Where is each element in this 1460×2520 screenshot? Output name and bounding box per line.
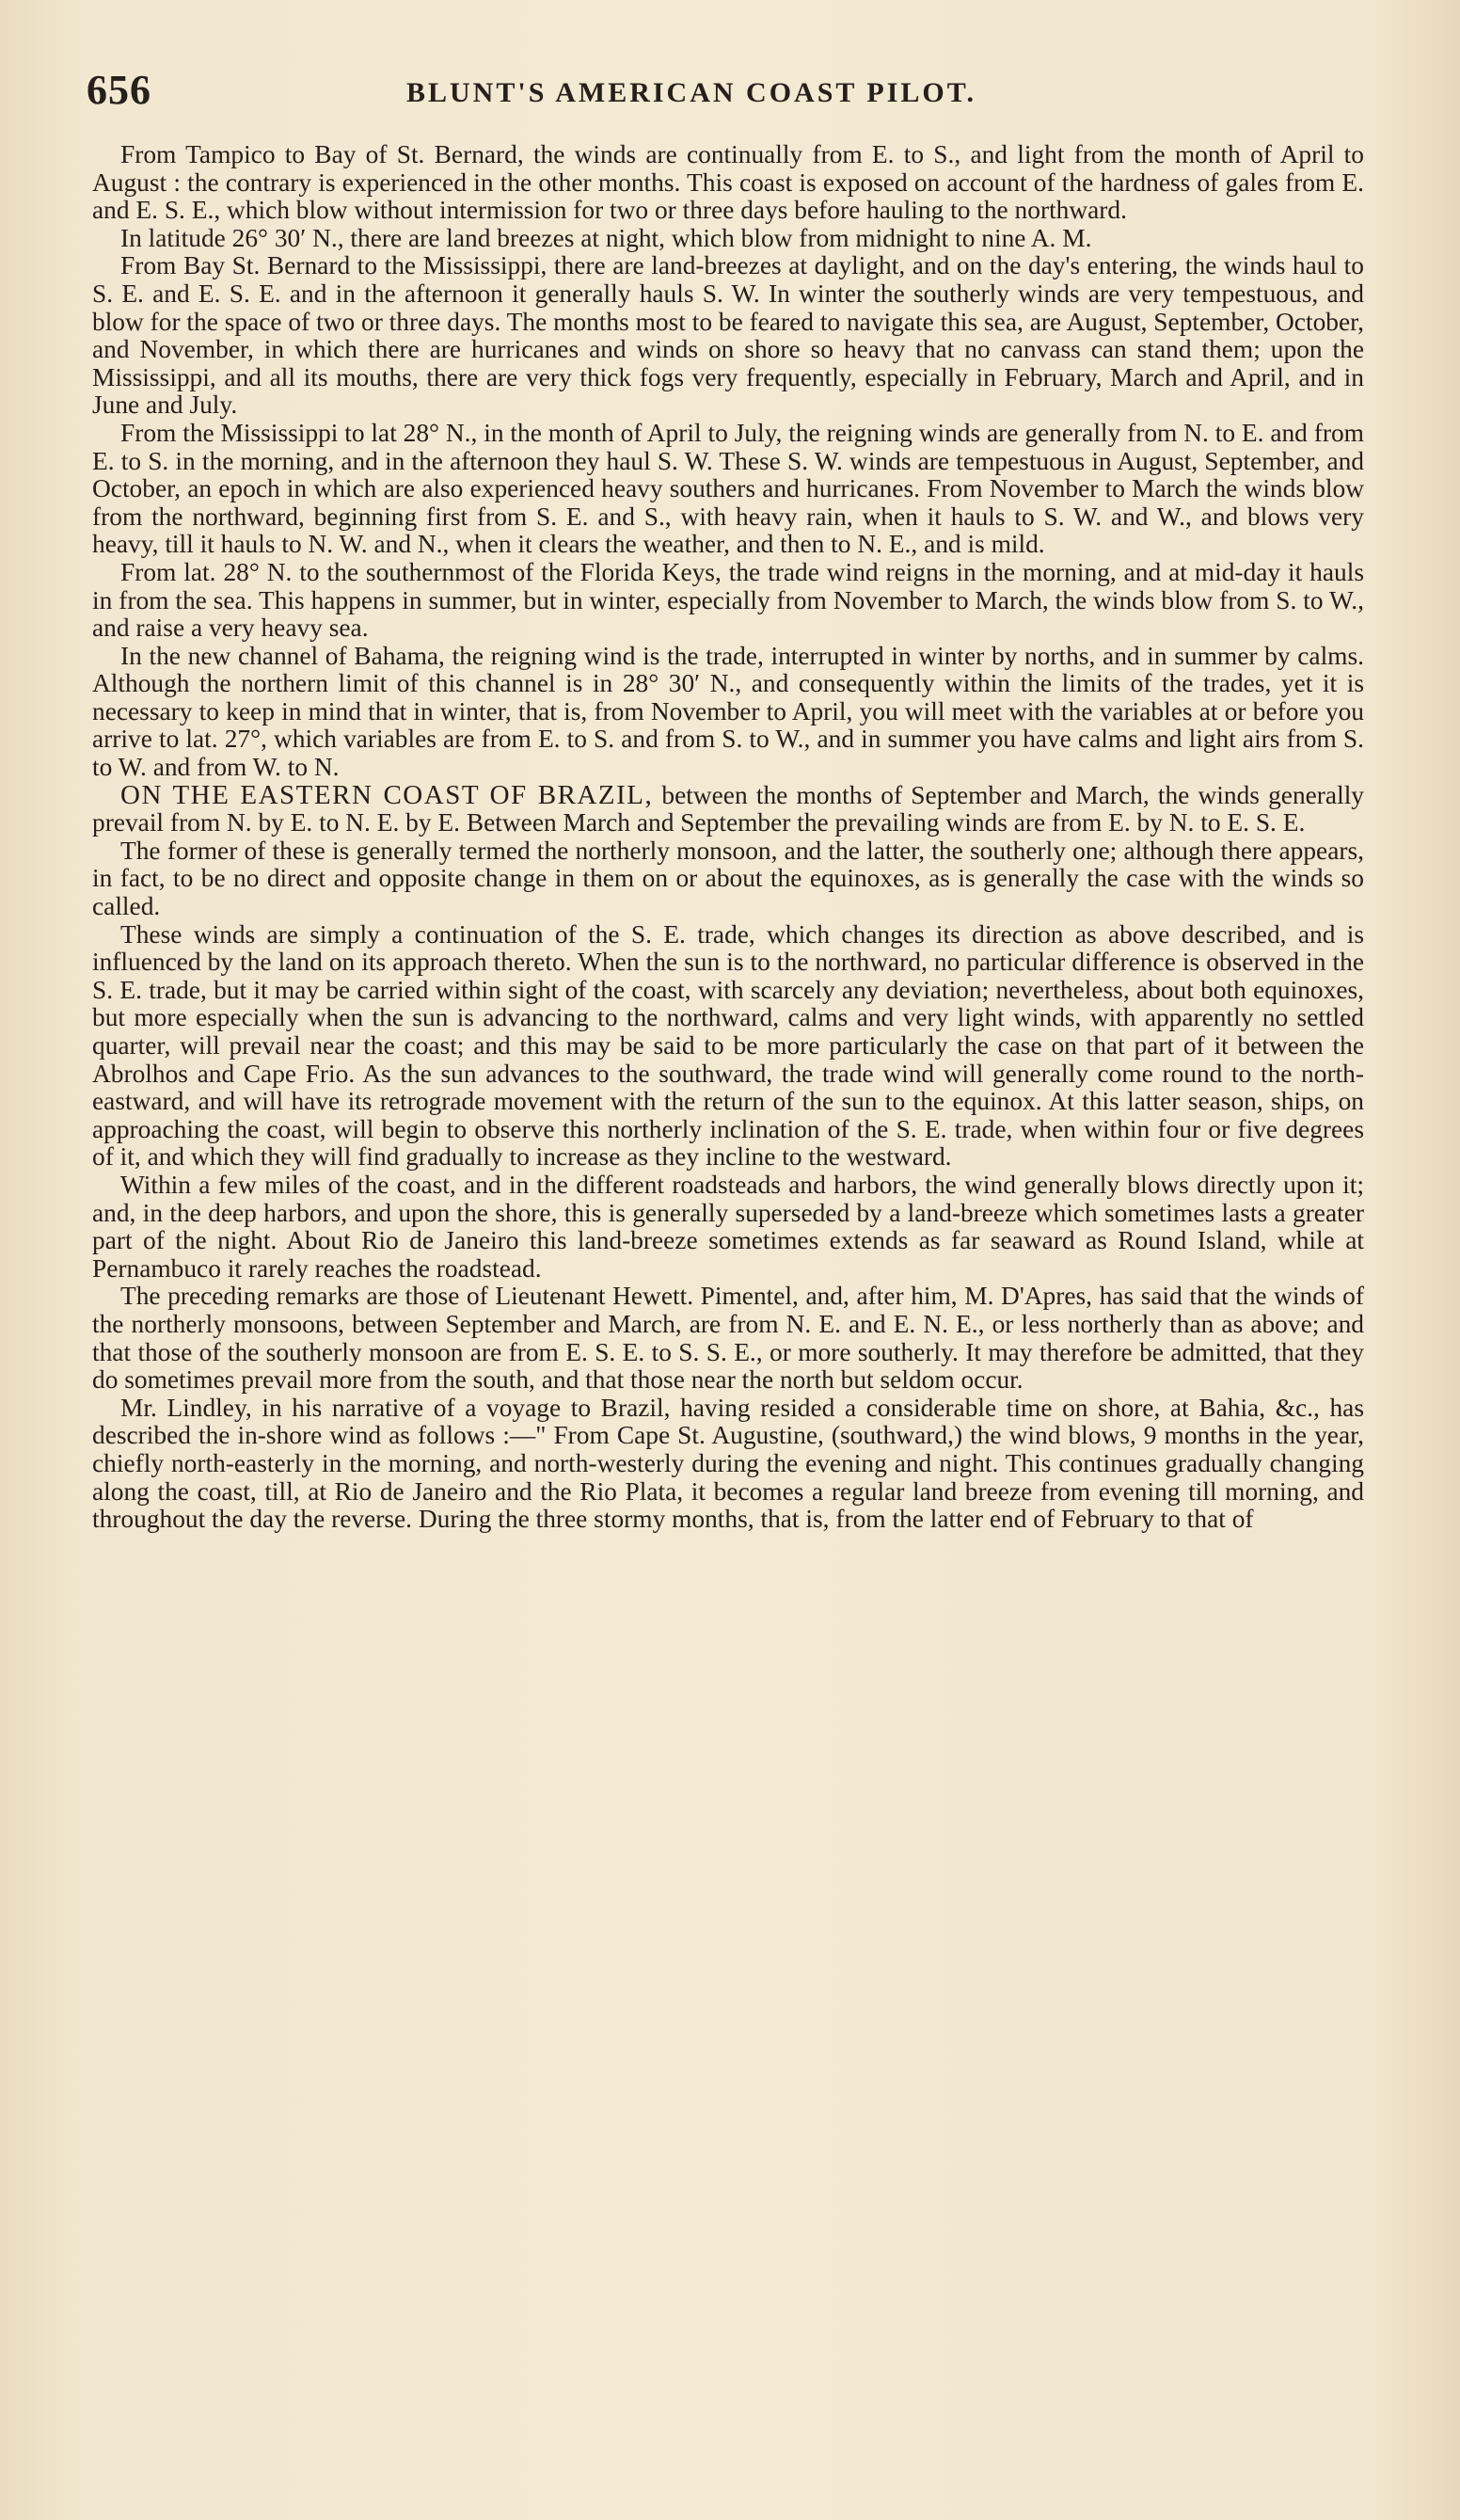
paragraph-florida-keys: From lat. 28° N. to the southernmost of the Florida Keys, the trade wind reigns in the morning, and at mid-day it hauls in from the sea. This happens in summer, but in winter, especially from November to March, the winds blow from S. to W., and raise a very heavy sea. (92, 557, 1364, 643)
brazil-lead-text: between the months of September and March, the winds generally prevail from N. by E. to N. E. by E. Between March and September the prevailing winds are from E. by N. to E. S. E. (92, 780, 1364, 837)
paragraph-hewett: The preceding remarks are those of Lieutenant Hewett. Pimentel, and, after him, M. D'Apres, has said that the winds of the northerly monsoons, between September and March, are from N. E. and E. N. E., or less northerly than as above; and that those of the southerly monsoon are from E. S. E. to S. S. E., or more southerly. It may therefore be admitted, that they do sometimes prevail more from the south, and that those near the north but seldom occur. (92, 1282, 1364, 1395)
paragraph-brazil (92, 779, 1364, 837)
paragraph-bahama-channel: In the new channel of Bahama, the reigning wind is the trade, interrupted in winter by norths, and in summer by calms. Although the northern limit of this channel is in 28° 30′ N., and consequently within the limits of the trades, yet it is necessary to keep in mind that in winter, that is, from November to April, you will meet with the variables at or before you arrive to lat. 27°, which variables are from E. to S. and from S. to W., and in summer you have calms and light airs from S. to W. and from W. to N. (92, 641, 1364, 782)
paragraph-se-trade: These winds are simply a continuation of the S. E. trade, which changes its direction as above described, and is influenced by the land on its approach thereto. When the sun is to the northward, no particular difference is observed in the S. E. trade, but it may be carried within sight of the coast, with scarcely any deviation; nevertheless, about both equinoxes, but more especially when the sun is advancing to the northward, calms and very light winds, with apparently no settled quarter, will prevail near the coast; and this may be said to be more particularly the case on that part of it between the Abrolhos and Cape Frio. As the sun advances to the southward, the trade wind will generally come round to the north-eastward, and will have its retrograde movement with the return of the sun to the equinox. At this latter season, ships, on approaching the coast, will begin to observe this northerly inclination of the S. E. trade, when within four or five degrees of it, and which they will find gradually to increase as they incline to the westward. (92, 919, 1364, 1172)
paragraph-bay-st-bernard: From Bay St. Bernard to the Mississippi, there are land-breezes at daylight, and on the day's entering, the winds haul to S. E. and E. S. E. and in the afternoon it generally hauls S. W. In winter the southerly winds are very tempestuous, and blow for the space of two or three days. The months most to be feared to navigate this sea, are August, September, October, and November, in which there are hurricanes and winds on shore so heavy that no canvass can stand them; upon the Mississippi, and all its mouths, there are very thick fogs very frequently, especially in February, March and April, and in June and July. (92, 251, 1364, 420)
page-number: 656 (87, 67, 151, 113)
running-title: BLUNT'S AMERICAN COAST PILOT. (406, 77, 976, 108)
paragraph-mississippi: From the Mississippi to lat 28° N., in the month of April to July, the reigning winds are generally from N. to E. and from E. to S. in the morning, and in the afternoon they haul S. W. These S. W. winds are tempestuous in August, September, and October, an epoch in which are also experienced heavy southers and hurricanes. From November to March the winds blow from the northward, beginning first from S. E. and S., with heavy rain, when it hauls to S. W. and W., and blows very heavy, till it hauls to N. W. and N., when it clears the weather, and then to N. E., and is mild. (92, 418, 1364, 559)
paragraph-tampico: From Tampico to Bay of St. Bernard, the winds are continually from E. to S., and light from the month of April to August : the contrary is experienced in the other months. This coast is exposed on account of the hardness of gales from E. and E. S. E., which blow without intermission for two or three days before hauling to the northward. (92, 140, 1364, 225)
paragraph-latitude-26: In latitude 26° 30′ N., there are land breezes at night, which blow from midnight to nine A. M. (120, 223, 1092, 252)
paragraph-monsoons: The former of these is generally termed the northerly monsoon, and the latter, the southerly one; although there appears, in fact, to be no direct and opposite change in them on or about the equinoxes, as is generally the case with the winds so called. (92, 836, 1364, 921)
section-heading-brazil: ON THE EASTERN COAST OF BRAZIL, (120, 779, 654, 810)
body-text (92, 141, 1364, 1534)
page-header (87, 66, 1366, 122)
paragraph-lindley: Mr. Lindley, in his narrative of a voyage to Brazil, having resided a considerable time on shore, at Bahia, &c., has described the in-shore wind as follows :—" From Cape St. Augustine, (southward,) the wind blows, 9 months in the year, chiefly north-easterly in the morning, and north-westerly during the evening and night. This continues gradually changing along the coast, till, at Rio de Janeiro and the Rio Plata, it becomes a regular land breeze from evening till morning, and throughout the day the reverse. During the three stormy months, that is, from the latter end of February to that of (92, 1393, 1364, 1534)
paragraph-roadsteads: Within a few miles of the coast, and in the different roadsteads and harbors, the wind generally blows directly upon it; and, in the deep harbors, and upon the shore, this is generally superseded by a land-breeze which sometimes lasts a greater part of the night. About Rio de Janeiro this land-breeze sometimes extends as far seaward as Round Island, while at Pernambuco it rarely reaches the roadstead. (92, 1170, 1364, 1283)
